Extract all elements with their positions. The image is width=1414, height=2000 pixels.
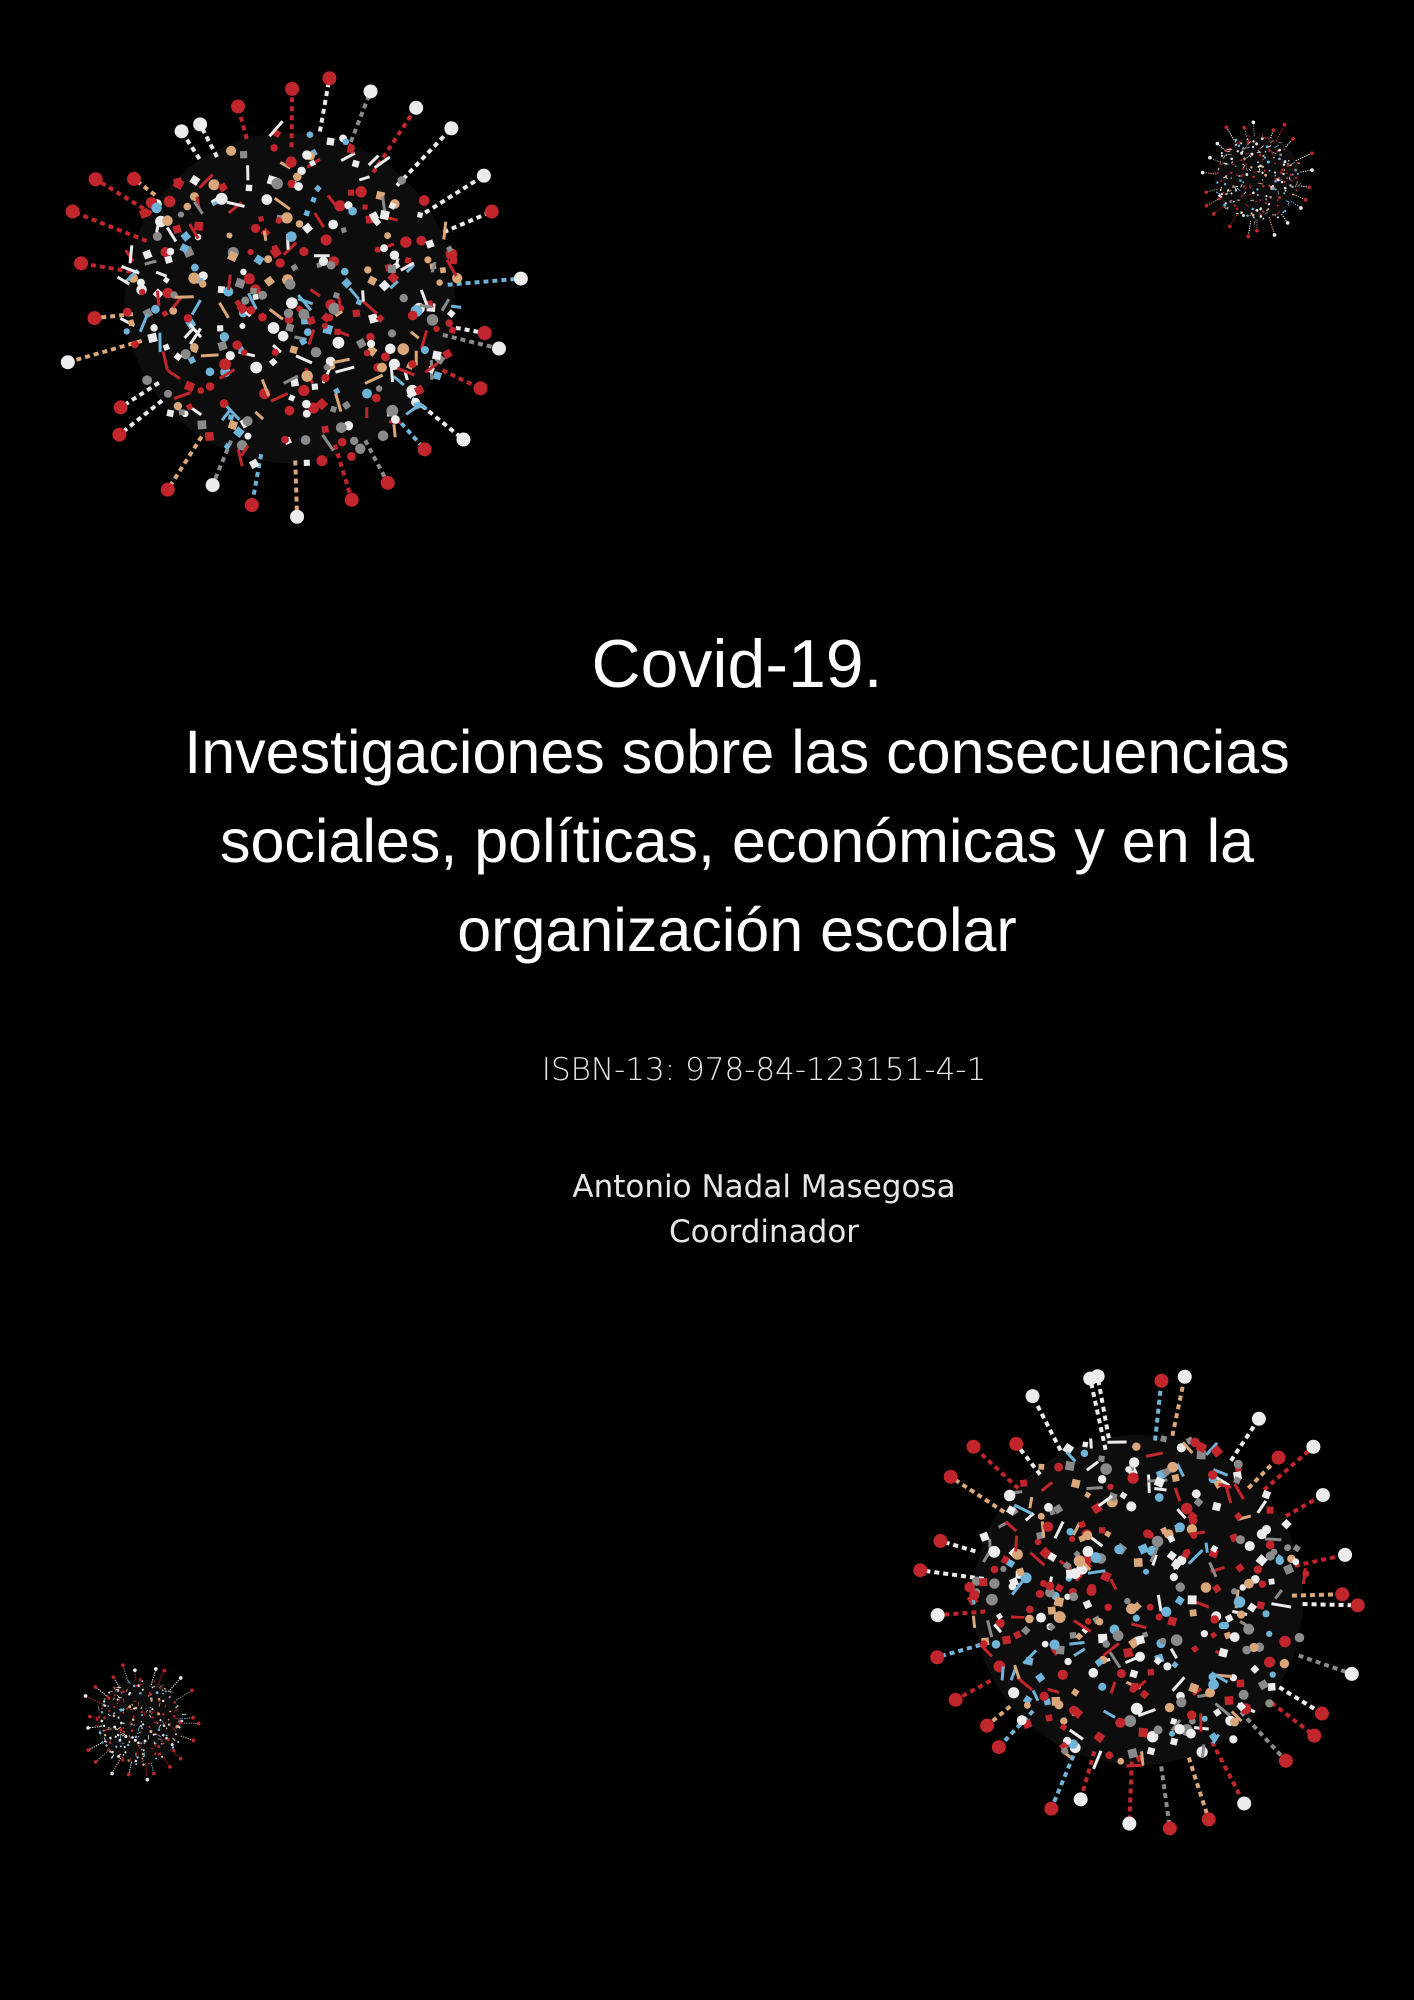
title-block (60, 620, 1414, 975)
subtitle-line: sociales, políticas, económicas y en la (219, 807, 1255, 875)
subtitle-line: Investigaciones sobre las consecuencias (184, 718, 1290, 786)
book-title: Covid-19. (591, 626, 883, 702)
book-subtitle (60, 708, 1414, 975)
author-name: Antonio Nadal Masegosa (572, 1169, 956, 1205)
author-block (0, 1165, 1414, 1255)
virus-illustration-small (1195, 116, 1320, 241)
virus-illustration-large (50, 58, 530, 538)
subtitle-line: organización escolar (457, 896, 1017, 964)
virus-illustration-large (898, 1360, 1378, 1840)
isbn-text: ISBN-13: 978-84-123151-4-1 (541, 1052, 987, 1088)
author-role: Coordinador (668, 1214, 860, 1250)
virus-illustration-small (78, 1660, 203, 1785)
